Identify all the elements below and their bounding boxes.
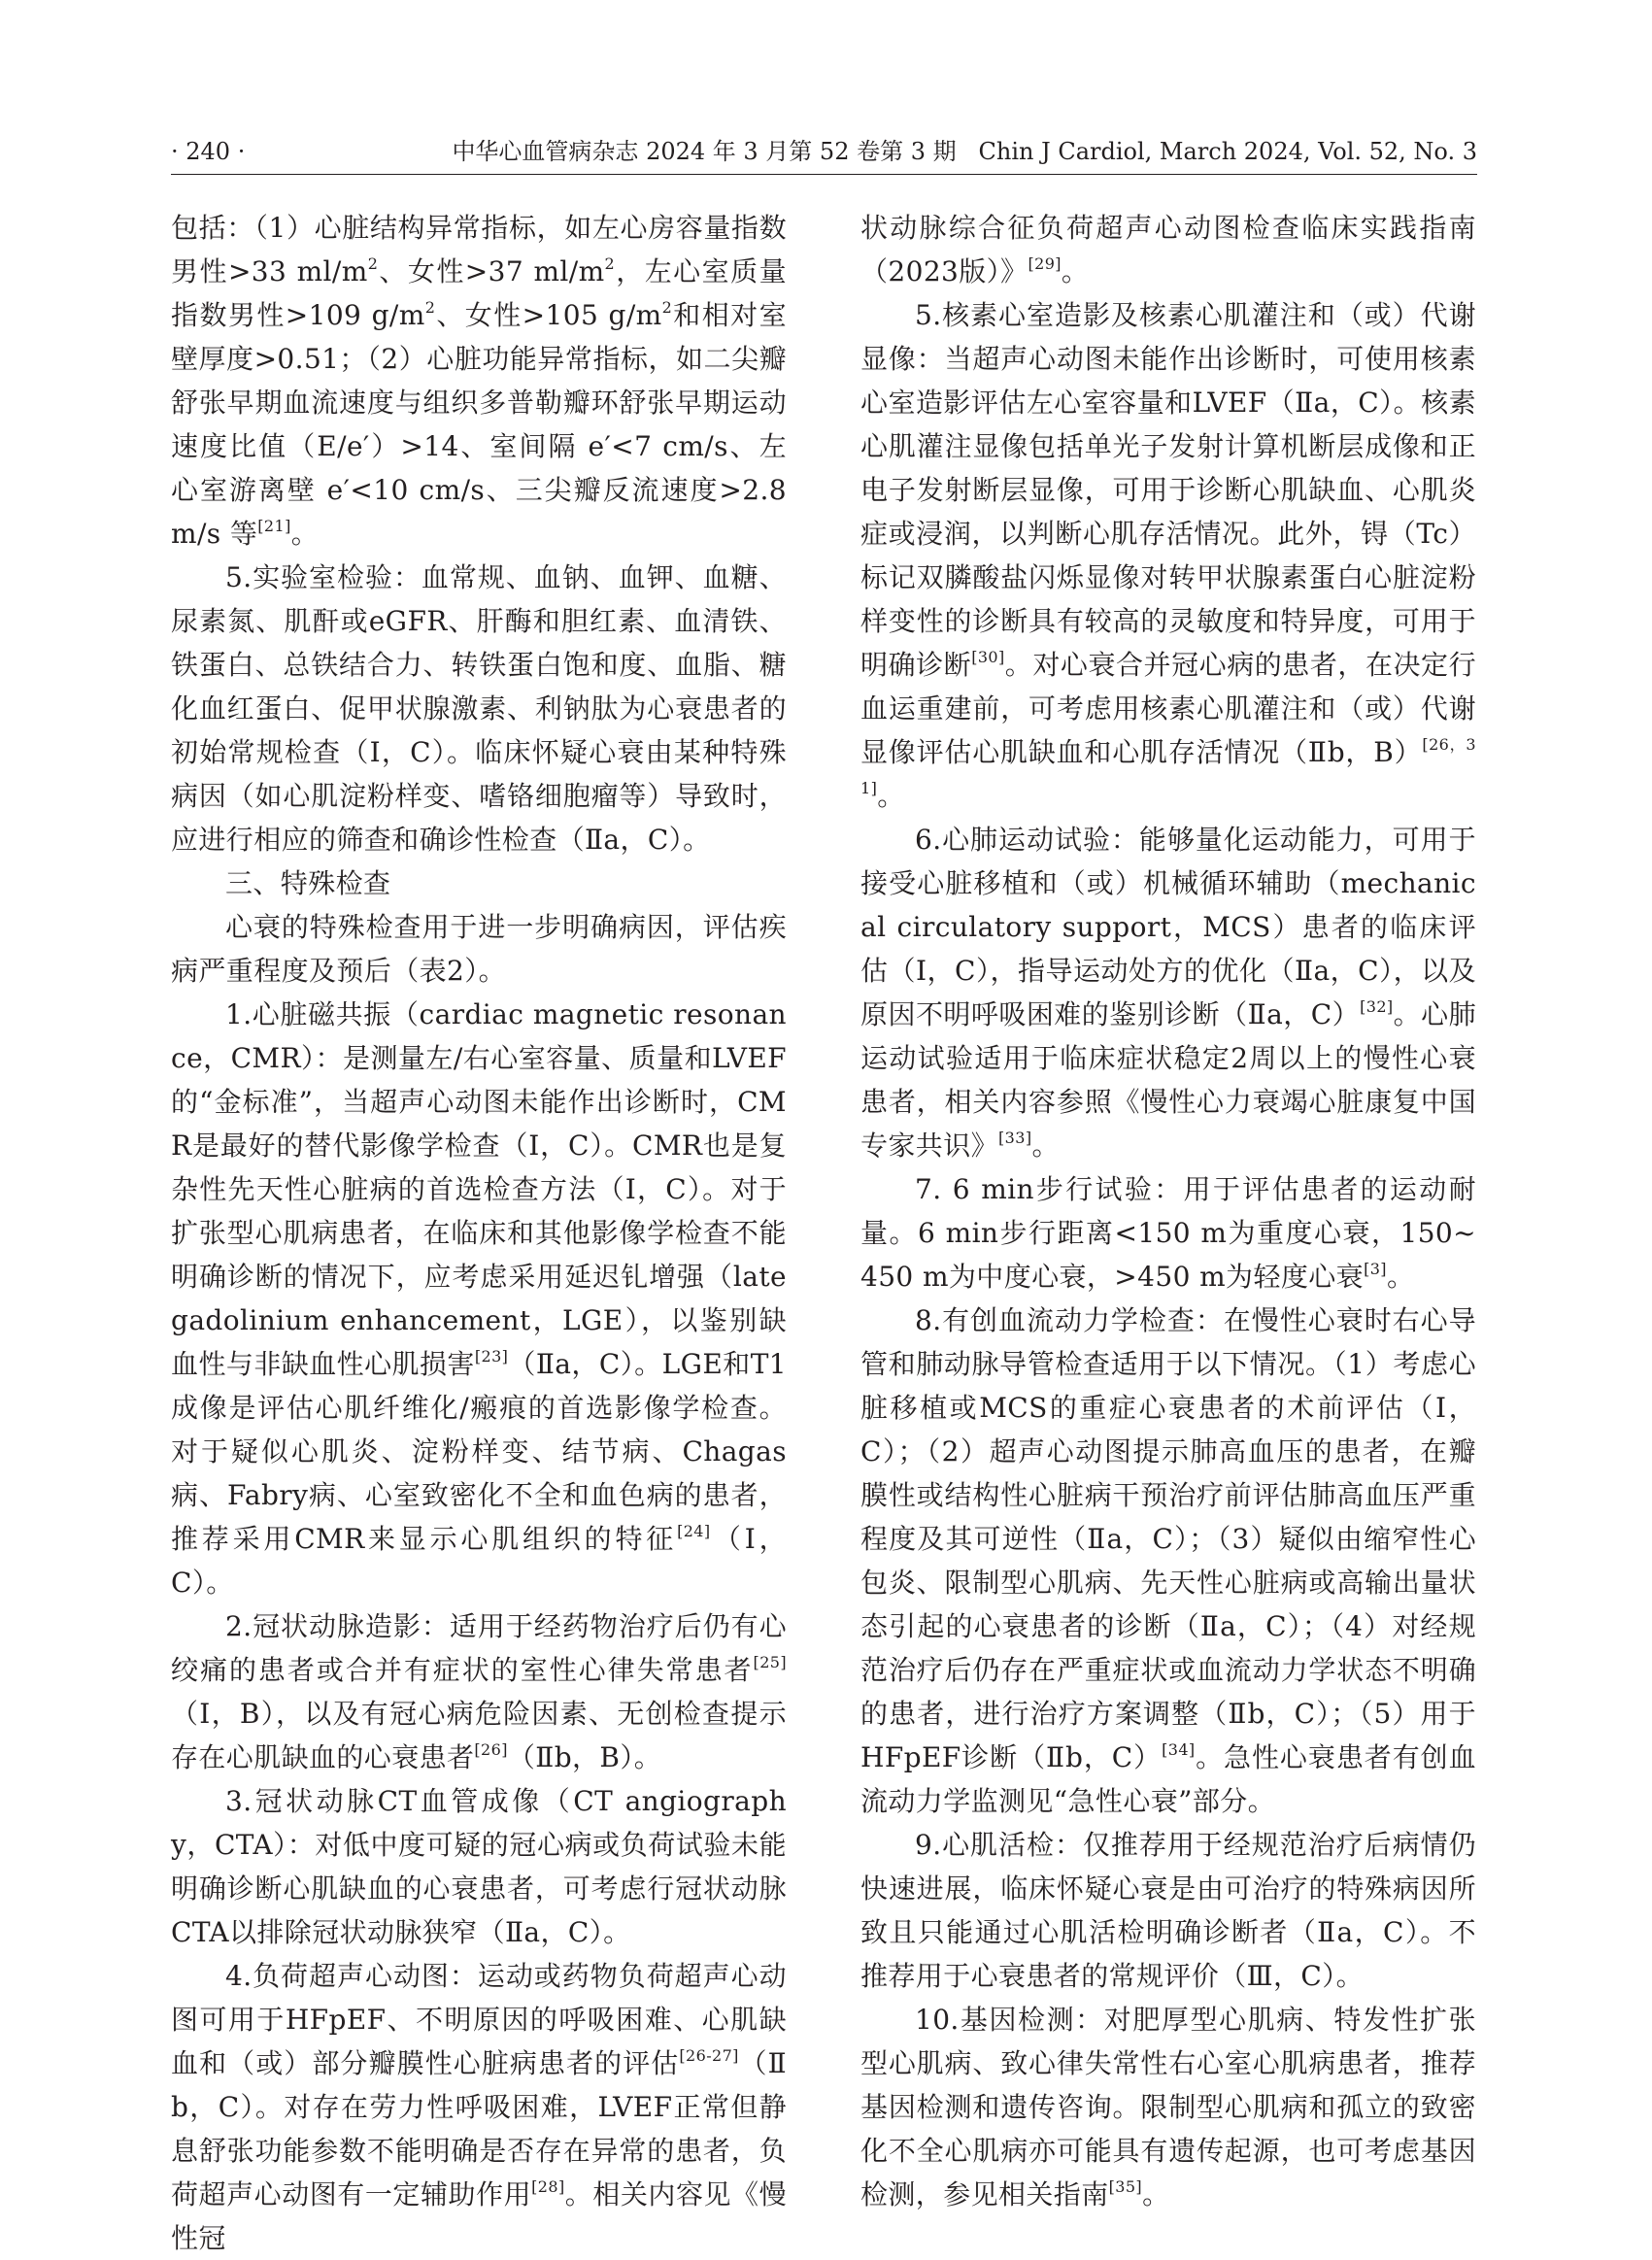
paragraph: 9.心肌活检：仅推荐用于经规范治疗后病情仍快速进展，临床怀疑心衰是由可治疗的特殊病因所致且只能通过心肌活检明确诊断者（Ⅱa，C）。不推荐用于心衰患者的常规评价（Ⅲ，C）。	[860, 1829, 1476, 1992]
page-number: · 240 ·	[171, 138, 246, 165]
paragraph: 7. 6 min步行试验：用于评估患者的运动耐量。6 min步行距离<150 m为重度心衰，150~450 m为中度心衰，>450 m为轻度心衰[3]。	[860, 1173, 1476, 1293]
journal-citation: 中华心血管病杂志 2024 年 3 月第 52 卷第 3 期 Chin J Cardiol, March 2024, Vol. 52, No. 3	[452, 138, 1477, 165]
paragraph: 4.负荷超声心动图：运动或药物负荷超声心动图可用于HFpEF、不明原因的呼吸困难、心肌缺血和（或）部分瓣膜性心脏病患者的评估[26-27]（Ⅱb，C）。对存在劳力性呼吸困难，LVEF正常但静息舒张功能参数不能明确是否存在异常的患者，负荷超声心动图有一定辅助作用[28]。相关内容见《慢性冠	[171, 1960, 788, 2254]
running-head	[171, 132, 1477, 171]
paragraph: 1.心脏磁共振（cardiac magnetic resonance，CMR）：是测量左/右心室容量、质量和LVEF的“金标准”，当超声心动图未能作出诊断时，CMR是最好的替代影像学检查（Ⅰ，C）。CMR也是复杂性先天性心脏病的首选检查方法（Ⅰ，C）。对于扩张型心肌病患者，在临床和其他影像学检查不能明确诊断的情况下，应考虑采用延迟钆增强（late gadolinium enhancement，LGE），以鉴别缺血性与非缺血性心肌损害[23]（Ⅱa，C）。LGE和T1成像是评估心肌纤维化/瘢痕的首选影像学检查。对于疑似心肌炎、淀粉样变、结节病、Chagas病、Fabry病、心室致密化不全和血色病的患者，推荐采用CMR来显示心肌组织的特征[24]（Ⅰ，C）。	[171, 998, 787, 1599]
paragraph: 6.心肺运动试验：能够量化运动能力，可用于接受心脏移植和（或）机械循环辅助（mechanical circulatory support，MCS）患者的临床评估（Ⅰ，C），指导运动处方的优化（Ⅱa，C），以及原因不明呼吸困难的鉴别诊断（Ⅱa，C）[32]。心肺运动试验适用于临床症状稳定2周以上的慢性心衰患者，相关内容参照《慢性心力衰竭心脏康复中国专家共识》[33]。	[860, 824, 1476, 1162]
paragraph: 10.基因检测：对肥厚型心肌病、特发性扩张型心肌病、致心律失常性右心室心肌病患者，推荐基因检测和遗传咨询。限制型心肌病和孤立的致密化不全心肌病亦可能具有遗传起源，也可考虑基因检测，参见相关指南[35]。	[860, 2004, 1476, 2210]
paragraph-continued: 状动脉综合征负荷超声心动图检查临床实践指南（2023版）》[29]。	[860, 212, 1476, 287]
paragraph: 3.冠状动脉CT血管成像（CT angiography，CTA）：对低中度可疑的冠心病或负荷试验未能明确诊断心肌缺血的心衰患者，可考虑行冠状动脉CTA以排除冠状动脉狭窄（Ⅱa，C）。	[171, 1785, 787, 1948]
paragraph: 2.冠状动脉造影：适用于经药物治疗后仍有心绞痛的患者或合并有症状的室性心律失常患者[25]（Ⅰ，B），以及有冠心病危险因素、无创检查提示存在心肌缺血的心衰患者[26]（Ⅱb，B）。	[171, 1610, 787, 1773]
paragraph: 5.核素心室造影及核素心肌灌注和（或）代谢显像：当超声心动图未能作出诊断时，可使用核素心室造影评估左心室容量和LVEF（Ⅱa，C）。核素心肌灌注显像包括单光子发射计算机断层成像和正电子发射断层显像，可用于诊断心肌缺血、心肌炎症或浸润，以判断心肌存活情况。此外，锝（Tc）标记双膦酸盐闪烁显像对转甲状腺素蛋白心脏淀粉样变性的诊断具有较高的灵敏度和特异度，可用于明确诊断[30]。对心衰合并冠心病的患者，在决定行血运重建前，可考虑用核素心肌灌注和（或）代谢显像评估心肌缺血和心肌存活情况（Ⅱb，B）[26，31]。	[860, 299, 1477, 812]
right-column	[860, 206, 1476, 2216]
left-column	[171, 206, 787, 2260]
paragraph: 8.有创血流动力学检查：在慢性心衰时右心导管和肺动脉导管检查适用于以下情况。（1）考虑心脏移植或MCS的重症心衰患者的术前评估（Ⅰ，C）；（2）超声心动图提示肺高血压的患者，在瓣膜性或结构性心脏病干预治疗前评估肺高血压严重程度及其可逆性（Ⅱa，C）；（3）疑似由缩窄性心包炎、限制型心肌病、先天性心脏病或高输出量状态引起的心衰患者的诊断（Ⅱa，C）；（4）对经规范治疗后仍存在严重症状或血流动力学状态不明确的患者，进行治疗方案调整（Ⅱb，C）；（5）用于HFpEF诊断（Ⅱb，C）[34]。急性心衰患者有创血流动力学监测见“急性心衰”部分。	[860, 1304, 1476, 1817]
paragraph-continued: 包括：（1）心脏结构异常指标，如左心房容量指数男性>33 $ml/m^2$、女性>37 $ml/m^2$，左心室质量指数男性>109 $g/m^2$、女性>105 $g/m^2$和相对室壁厚度>0.51；（2）心脏功能异常指标，如二尖瓣舒张早期血流速度与组织多普勒瓣环舒张早期运动速度比值（E/e′）>14、室间隔 e′<7 cm/s、左心室游离壁 e′<10 cm/s、三尖瓣反流速度>2.8 m/s 等[21]。	[171, 212, 787, 550]
section-heading: 三、特殊检查	[225, 867, 391, 899]
header-rule	[171, 174, 1477, 175]
paragraph: 心衰的特殊检查用于进一步明确病因，评估疾病严重程度及预后（表2）。	[171, 911, 787, 987]
paragraph: 5.实验室检验：血常规、血钠、血钾、血糖、尿素氮、肌酐或eGFR、肝酶和胆红素、血清铁、铁蛋白、总铁结合力、转铁蛋白饱和度、血脂、糖化血红蛋白、促甲状腺激素、利钠肽为心衰患者的初始常规检查（Ⅰ，C）。临床怀疑心衰由某种特殊病因（如心肌淀粉样变、嗜铬细胞瘤等）导致时，应进行相应的筛查和确诊性检查（Ⅱa，C）。	[171, 561, 787, 856]
